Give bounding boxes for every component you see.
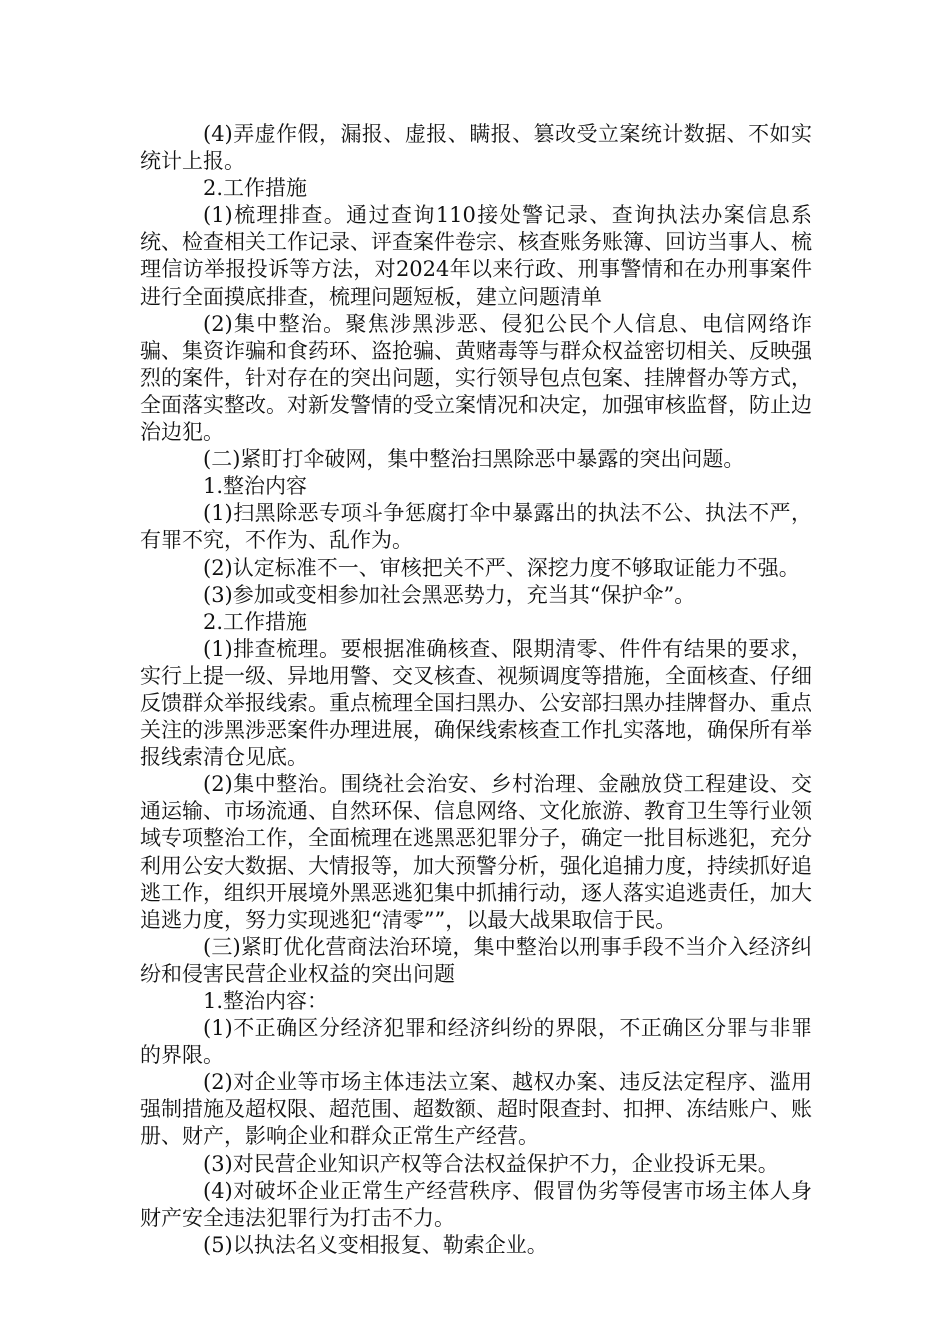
section-heading-rectification-content-3: 1.整治内容： [203, 989, 329, 1013]
paragraph-content-item-3: (3)参加或变相参加社会黑恶势力，充当其“保护伞”。 [203, 582, 696, 607]
paragraph-part3-item-2: (2)对企业等市场主体违法立案、越权办案、违反法定程序、滥用强制措施及超权限、超范围、超数额、超时限查封、扣押、冻结账户、账册、财产，影响企业和群众正常生产经营。 [140, 1070, 812, 1149]
section-heading-part-2: (二)紧盯打伞破网，集中整治扫黑除恶中暴露的突出问题。 [203, 447, 745, 472]
paragraph-content-item-1: (1)扫黑除恶专项斗争惩腐打伞中暴露出的执法不公、执法不严，有罪不究，不作为、乱作为。 [140, 501, 812, 553]
paragraph-item-2-rectification: (2)集中整治。聚焦涉黑涉恶、侵犯公民个人信息、电信网络诈骗、集资诈骗和食药环、盗抢骗、黄赌毒等与群众权益密切相关、反映强烈的案件，针对存在的突出问题，实行领导包点包案、挂牌督办等方式，全面落实整改。对新发警情的受立案情况和决定，加强审核监督，防止边治边犯。 [140, 311, 812, 445]
paragraph-content-item-2: (2)认定标准不一、审核把关不严、深挖力度不够取证能力不强。 [203, 555, 800, 580]
paragraph-part3-item-4: (4)对破坏企业正常生产经营秩序、假冒伪劣等侵害市场主体人身财产安全违法犯罪行为打击不力。 [140, 1178, 812, 1230]
paragraph-part3-item-3: (3)对民营企业知识产权等合法权益保护不力，企业投诉无果。 [203, 1151, 779, 1176]
section-heading-part-3: (三)紧盯优化营商法治环境，集中整治以刑事手段不当介入经济纠纷和侵害民营企业权益的突出问题 [140, 934, 812, 986]
paragraph-measure-item-1: (1)排查梳理。要根据准确核查、限期清零、件件有结果的要求，实行上提一级、异地用警、交叉核查、视频调度等措施，全面核查、仔细反馈群众举报线索。重点梳理全国扫黑办、公安部扫黑办挂牌督办、重点关注的涉黑涉恶案件办理进展，确保线索核查工作扎实落地，确保所有举报线索清仓见底。 [140, 636, 812, 770]
document-body [140, 121, 812, 1259]
paragraph-part3-item-1: (1)不正确区分经济犯罪和经济纠纷的界限，不正确区分罪与非罪的界限。 [140, 1016, 812, 1068]
section-heading-work-measures: 2.工作措施 [203, 176, 308, 201]
section-heading-work-measures-2: 2.工作措施 [203, 609, 308, 634]
paragraph-item-1-screening: (1)梳理排查。通过查询110接处警记录、查询执法办案信息系统、检查相关工作记录、评查案件卷宗、核查账务账簿、回访当事人、梳理信访举报投诉等方法，对2024年以来行政、刑事警情和在办刑事案件进行全面摸底排查，梳理问题短板，建立问题清单 [140, 203, 812, 309]
paragraph-measure-item-2: (2)集中整治。围绕社会治安、乡村治理、金融放贷工程建设、交通运输、市场流通、自然环保、信息网络、文化旅游、教育卫生等行业领域专项整治工作，全面梳理在逃黑恶犯罪分子，确定一批目标逃犯，充分利用公安大数据、大情报等，加大预警分析，强化追捕力度，持续抓好追逃工作，组织开展境外黑恶逃犯集中抓捕行动，逐人落实追逃责任，加大追逃力度，努力实现逃犯“清零””，以最大战果取信于民。 [140, 772, 812, 932]
paragraph-item-4-falsification: (4)弄虚作假，漏报、虚报、瞒报、篡改受立案统计数据、不如实统计上报。 [140, 122, 812, 174]
section-heading-rectification-content: 1.整治内容 [203, 474, 308, 499]
paragraph-part3-item-5: (5)以执法名义变相报复、勒索企业。 [203, 1232, 548, 1257]
